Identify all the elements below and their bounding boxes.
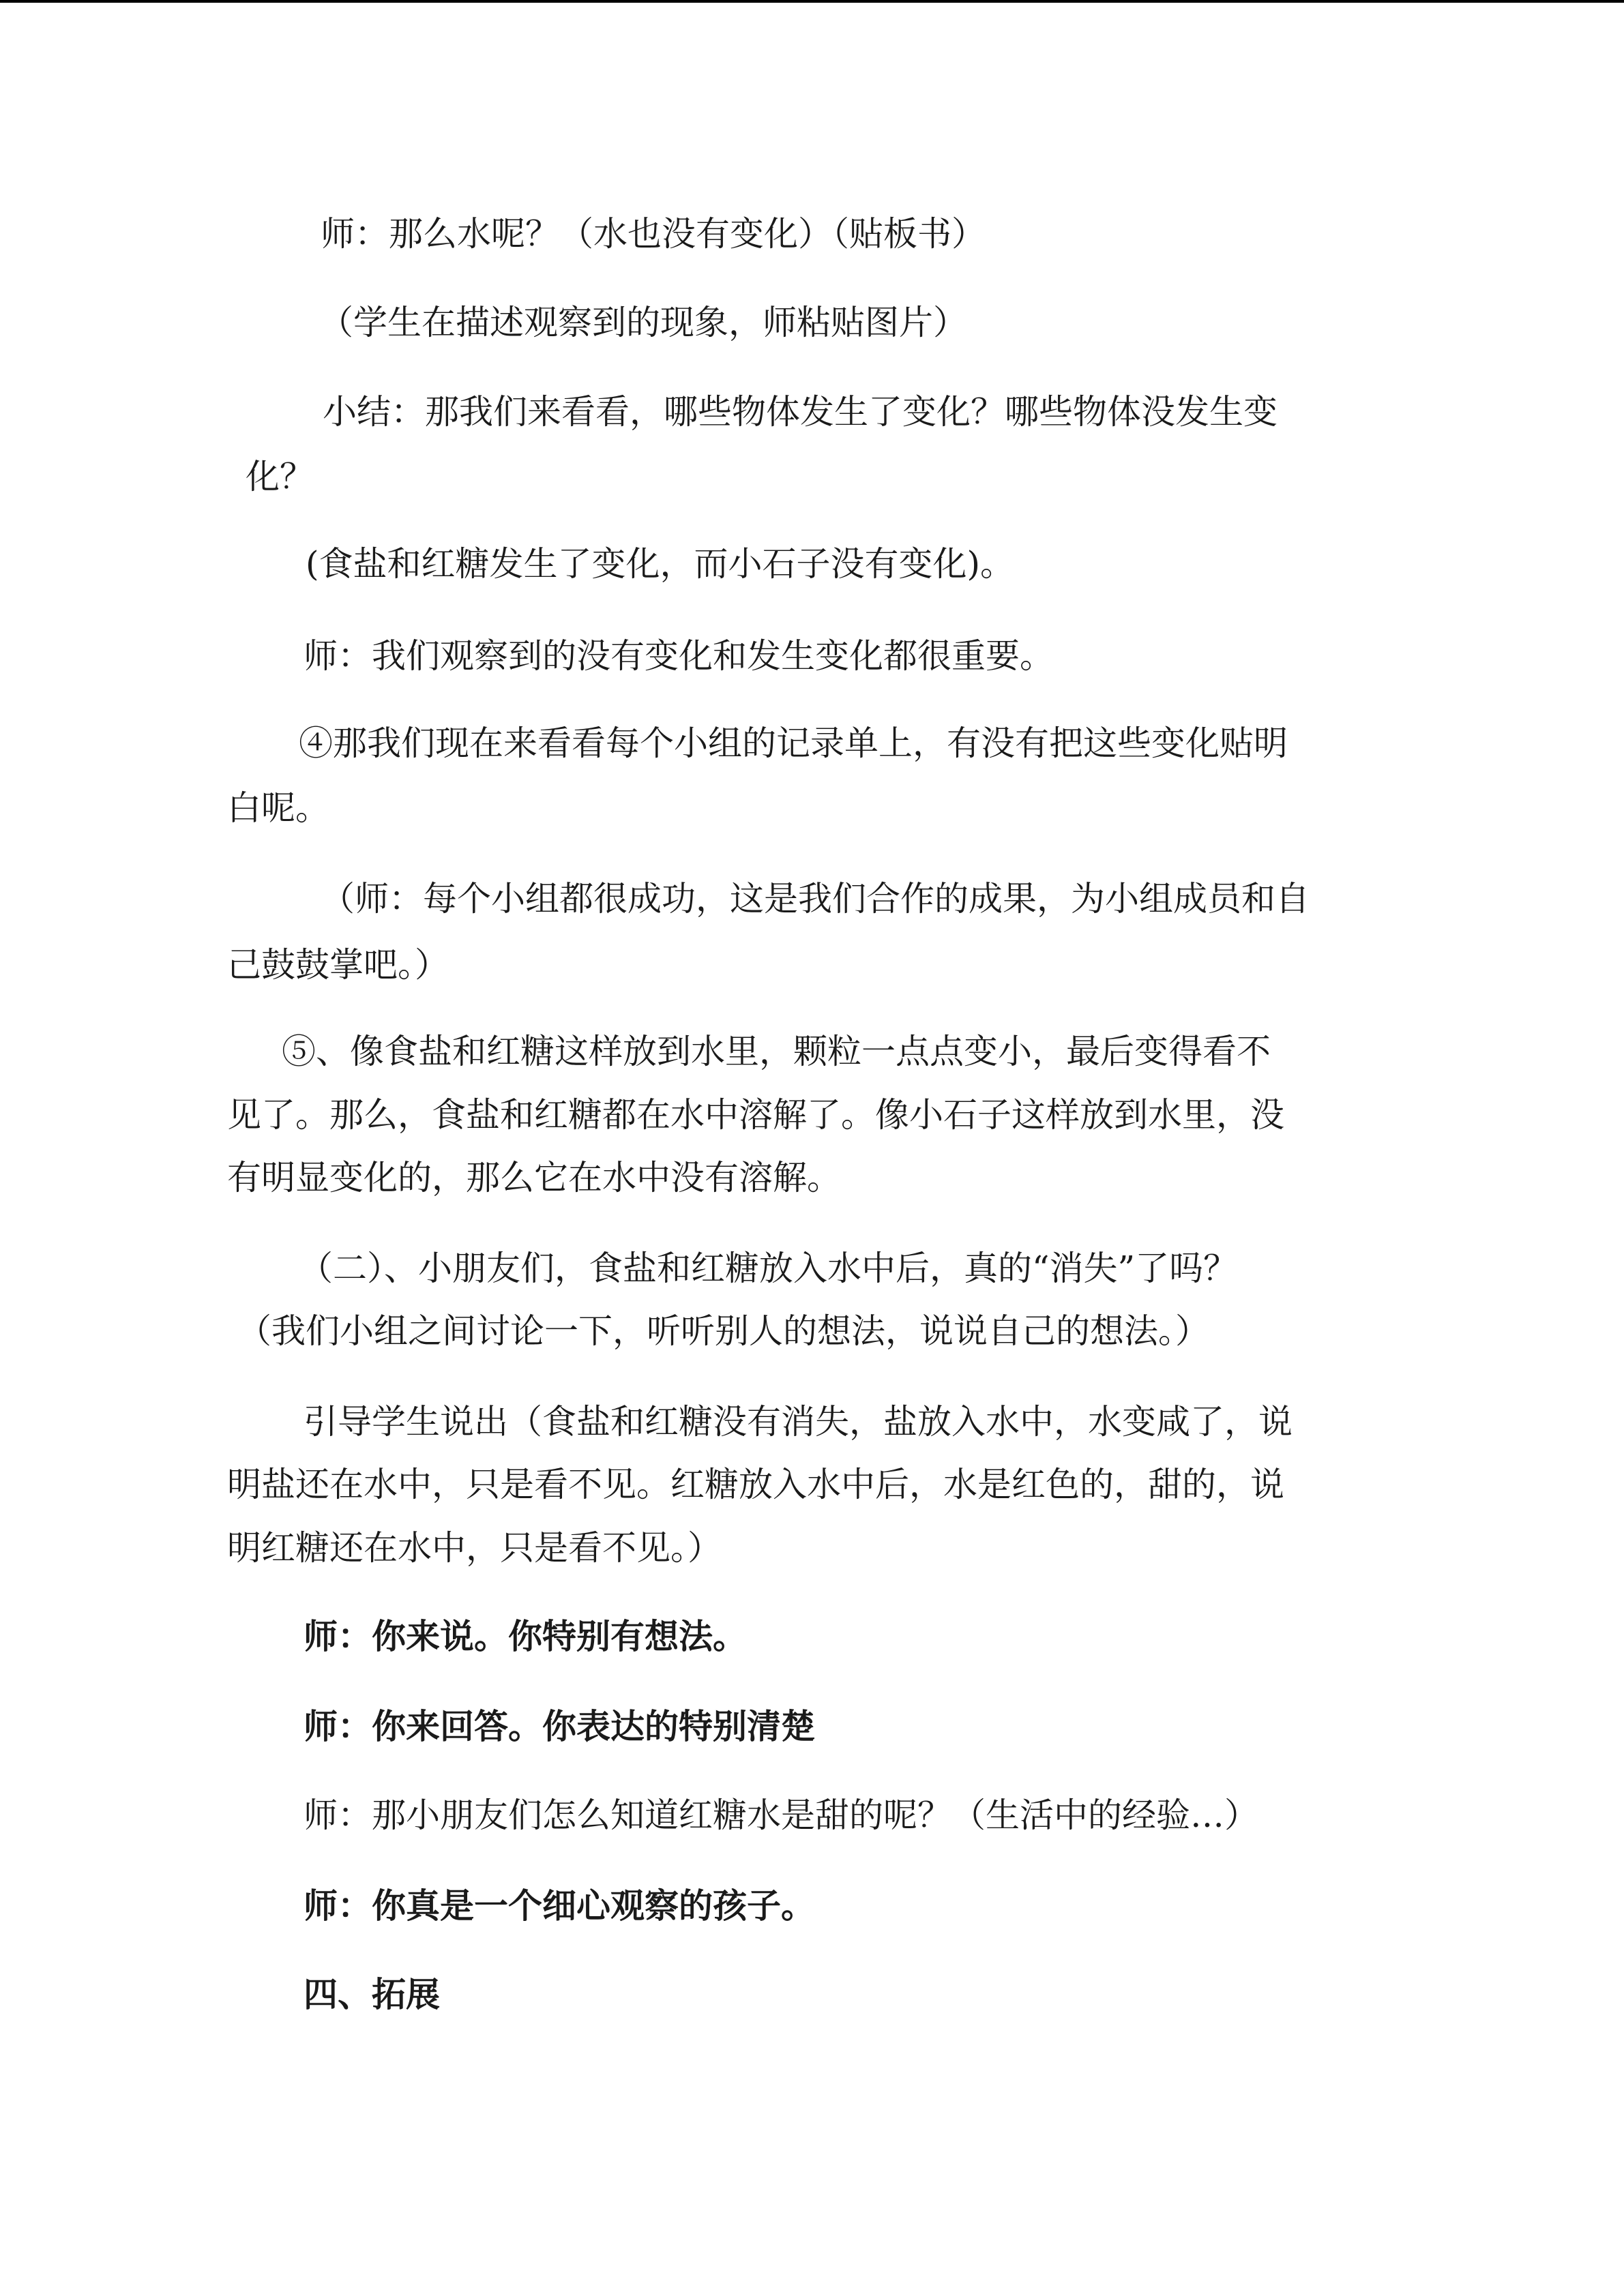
text-line: (食盐和红糖发生了变化，而小石子没有变化)。 — [306, 544, 1015, 584]
section-heading: 四、拓展 — [304, 1974, 440, 2014]
text-line: 明红糖还在水中，只是看不见。） — [227, 1528, 722, 1568]
text-line-bold: 师：你来回答。你表达的特别清楚 — [304, 1706, 815, 1746]
text-line: （二）、小朋友们，食盐和红糖放入水中后，真的“消失”了吗？ — [299, 1249, 1238, 1288]
text-line: 见了。那么，食盐和红糖都在水中溶解了。像小石子这样放到水里，没 — [227, 1095, 1284, 1135]
top-border-line — [0, 0, 1624, 3]
text-line: 有明显变化的，那么它在水中没有溶解。 — [227, 1158, 841, 1197]
text-line: 师：那小朋友们怎么知道红糖水是甜的呢？（生活中的经验…） — [304, 1795, 1258, 1835]
text-line: （学生在描述观察到的现象，师粘贴图片） — [319, 303, 967, 342]
text-line: ④那我们现在来看看每个小组的记录单上，有没有把这些变化贴明 — [299, 724, 1288, 763]
text-line-bold: 师：你真是一个细心观察的孩子。 — [304, 1885, 815, 1926]
text-line: 明盐还在水中，只是看不见。红糖放入水中后，水是红色的，甜的，说 — [227, 1465, 1284, 1504]
text-line: 小结：那我们来看看，哪些物体发生了变化？哪些物体没发生变 — [323, 392, 1278, 432]
text-line-bold: 师：你来说。你特别有想法。 — [304, 1616, 747, 1656]
text-line: ⑤、像食盐和红糖这样放到水里，颗粒一点点变小，最后变得看不 — [282, 1032, 1271, 1071]
text-line: 白呢。 — [227, 788, 329, 828]
text-line: 引导学生说出（食盐和红糖没有消失，盐放入水中，水变咸了，说 — [304, 1402, 1293, 1442]
text-line: （我们小组之间讨论一下，听听别人的想法，说说自己的想法。） — [237, 1311, 1209, 1351]
text-line: 师：那么水呢？（水也没有变化）（贴板书） — [321, 214, 986, 254]
text-line: 师：我们观察到的没有变化和发生变化都很重要。 — [304, 636, 1054, 676]
text-line: 己鼓鼓掌吧。） — [227, 945, 449, 985]
text-line: 化？ — [246, 457, 314, 496]
text-line: （师：每个小组都很成功，这是我们合作的成果，为小组成员和自 — [321, 879, 1310, 919]
